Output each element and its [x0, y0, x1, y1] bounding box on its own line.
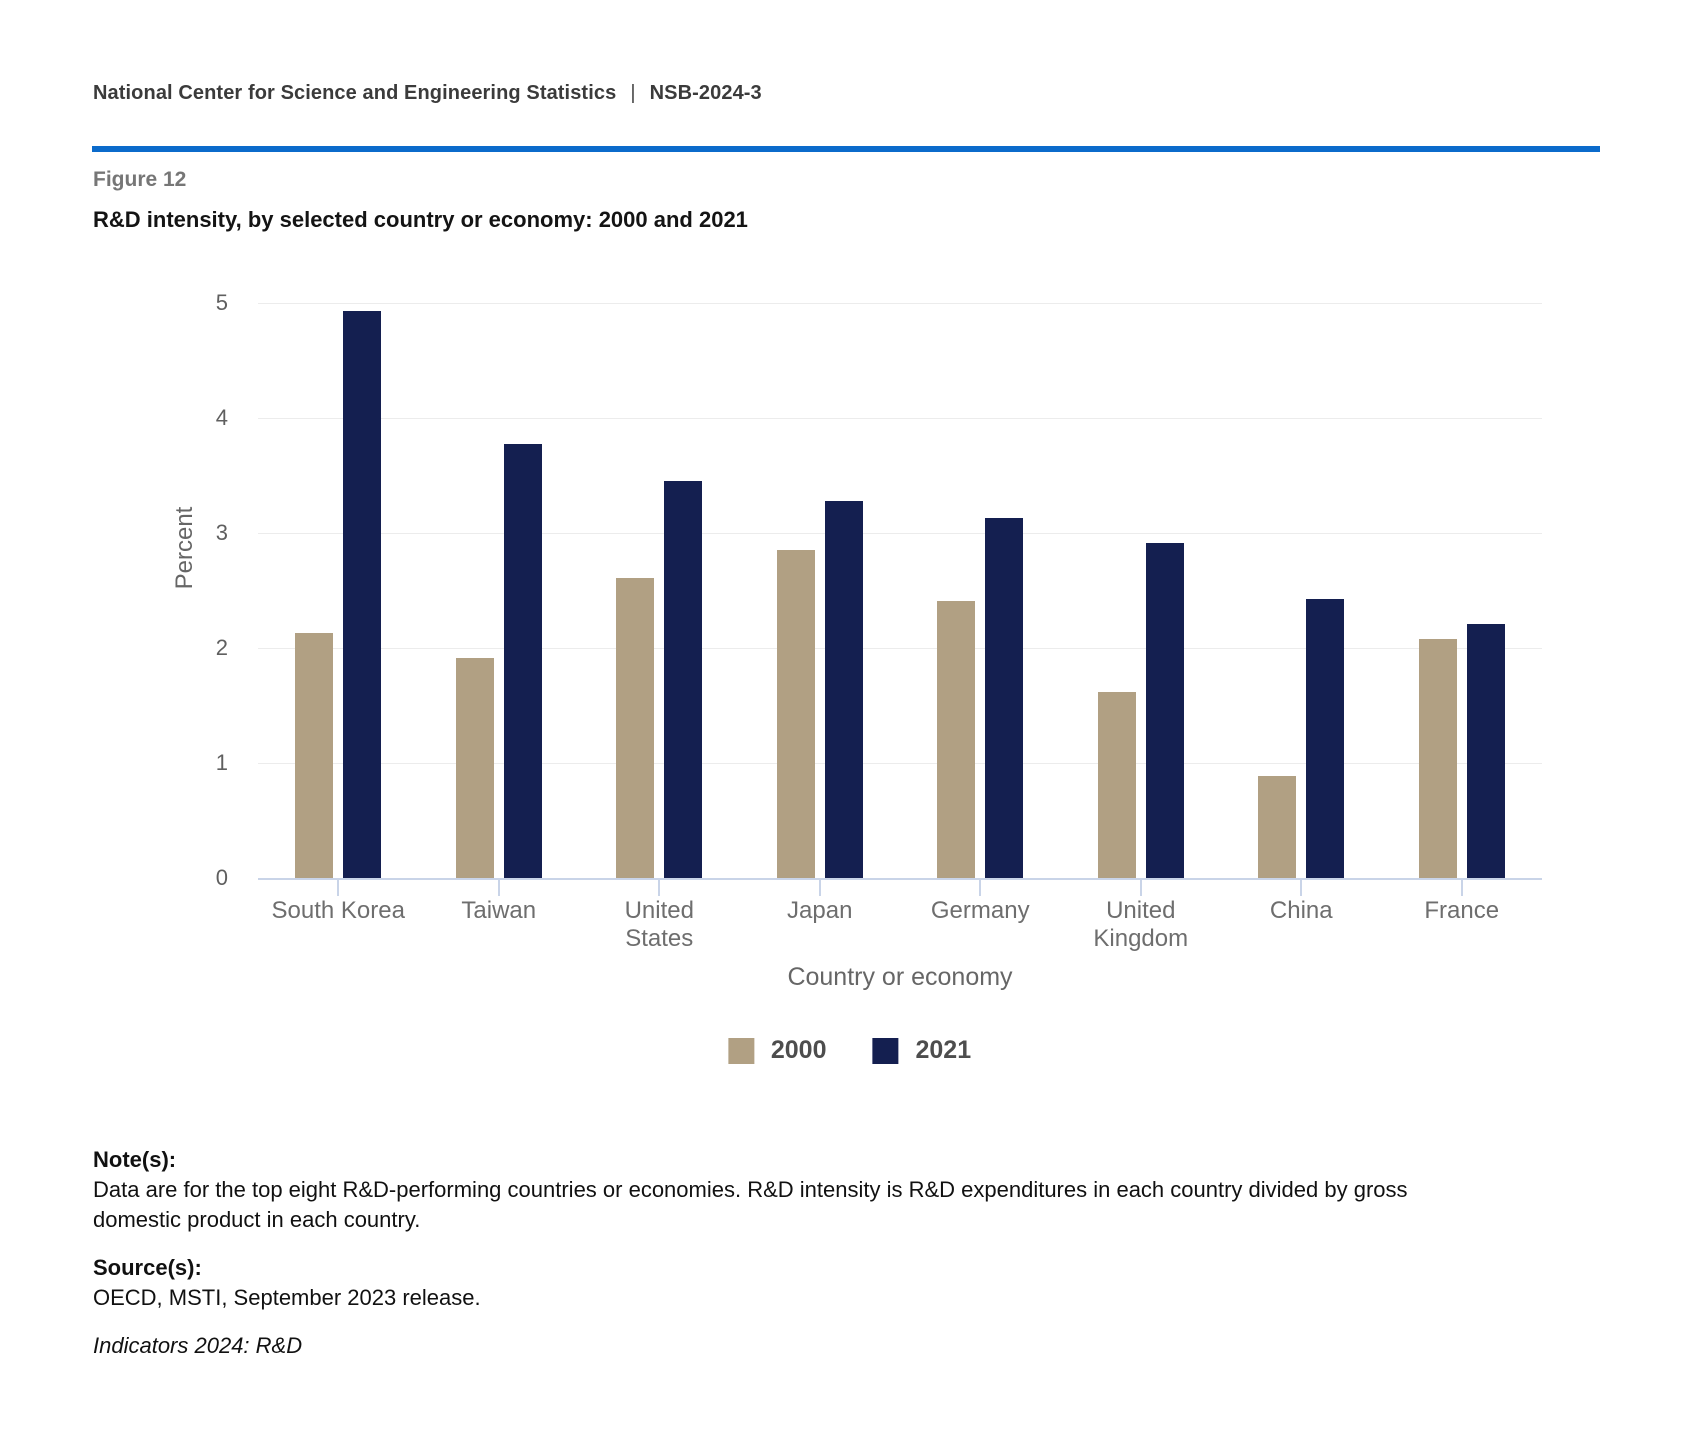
legend-item-2000 [728, 1036, 827, 1065]
figure-label: Figure 12 [93, 168, 187, 191]
bar-2000-united-kingdom [1098, 692, 1136, 878]
bar-2000-france [1419, 639, 1457, 878]
legend-label-2021: 2021 [915, 1036, 972, 1064]
x-axis-line [258, 878, 1542, 880]
gridline [258, 418, 1542, 419]
category-label [569, 897, 749, 953]
bar-2000-taiwan [456, 658, 494, 878]
bar-2021-france [1467, 624, 1505, 878]
bar-2000-united-states [616, 578, 654, 878]
bar-2021-united-kingdom [1146, 543, 1184, 878]
bar-2021-united-states [664, 481, 702, 878]
category-label [409, 897, 589, 925]
gridline [258, 763, 1542, 764]
x-axis-title: Country or economy [787, 963, 1013, 991]
y-tick-label: 2 [215, 635, 228, 660]
bar-2021-taiwan [504, 444, 542, 878]
x-axis-tick [337, 880, 339, 896]
report-footer: Indicators 2024: R&D [93, 1333, 303, 1358]
x-axis-tick [1140, 880, 1142, 896]
category-label-line: United [624, 897, 694, 924]
y-axis-title: Percent [171, 506, 198, 590]
y-tick-label: 5 [215, 290, 228, 315]
legend-item-2021 [873, 1036, 972, 1065]
figure-title: R&D intensity, by selected country or economy: 2000 and 2021 [93, 207, 748, 232]
header-separator: | [630, 82, 636, 104]
bar-2000-germany [937, 601, 975, 878]
category-label-line: Taiwan [461, 897, 537, 924]
category-label-line: South Korea [271, 897, 405, 924]
category-label-line: United [1106, 897, 1176, 924]
category-label-line: France [1424, 897, 1500, 924]
gridline [258, 533, 1542, 534]
category-label [1211, 897, 1391, 925]
chart-legend [728, 1036, 971, 1065]
category-label [730, 897, 910, 925]
category-label-line: Kingdom [1093, 925, 1189, 952]
sources-text: OECD, MSTI, September 2023 release. [93, 1285, 481, 1310]
gridline [258, 648, 1542, 649]
bar-2021-japan [825, 501, 863, 878]
bar-2021-south-korea [343, 311, 381, 878]
x-axis-tick [819, 880, 821, 896]
x-axis-tick [1300, 880, 1302, 896]
bar-2000-china [1258, 776, 1296, 878]
category-label [1051, 897, 1231, 953]
x-axis-tick [1461, 880, 1463, 896]
legend-swatch-2000 [728, 1038, 754, 1064]
notes-text: Data are for the top eight R&D-performing countries or economies. R&D intensity is R&D expenditures in each country divided by gross domestic product in each country. [93, 1177, 1408, 1232]
bar-2000-south-korea [295, 633, 333, 878]
category-label-line: Japan [787, 897, 853, 924]
legend-swatch-2021 [873, 1038, 899, 1064]
y-tick-label: 3 [215, 520, 228, 545]
x-axis-tick [498, 880, 500, 896]
gridline [258, 303, 1542, 304]
y-tick-label: 1 [215, 750, 228, 775]
category-label-line: States [625, 925, 694, 952]
notes-block [93, 1145, 1488, 1361]
category-label [248, 897, 428, 925]
category-label [890, 897, 1070, 925]
category-label [1372, 897, 1552, 925]
x-axis-tick [658, 880, 660, 896]
notes-label: Note(s): [93, 1147, 177, 1172]
legend-label-2000: 2000 [770, 1036, 827, 1064]
category-label-line: Germany [930, 897, 1030, 924]
org-name: National Center for Science and Engineering Statistics [93, 82, 617, 104]
category-label-line: China [1269, 897, 1333, 924]
bar-2000-japan [777, 550, 815, 878]
y-tick-label: 4 [215, 405, 228, 430]
sources-label: Source(s): [93, 1255, 202, 1280]
bar-2021-china [1306, 599, 1344, 878]
report-id: NSB-2024-3 [649, 82, 762, 104]
y-tick-label: 0 [215, 865, 228, 890]
x-axis-tick [979, 880, 981, 896]
bar-2021-germany [985, 518, 1023, 878]
